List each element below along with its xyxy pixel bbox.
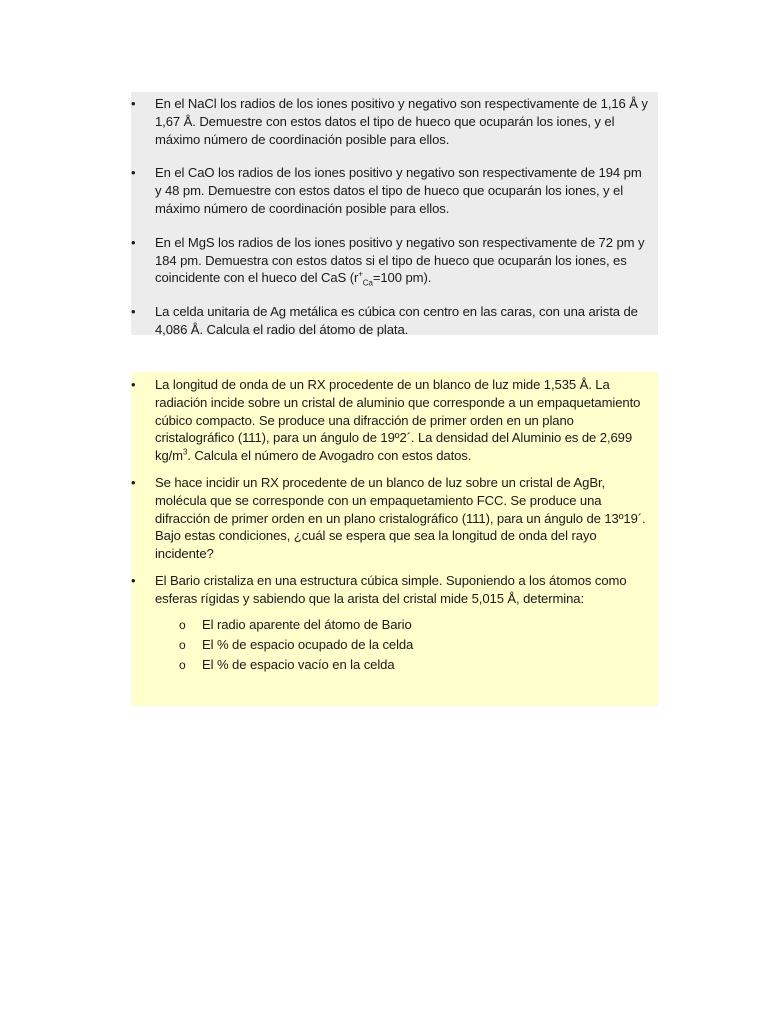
cation-symbol: Ca xyxy=(362,278,373,288)
exercise-mgs-text: En el MgS los radios de los iones positivo y negativo son respectivamente de 72 pm y 184 pm. Demuestra con estos datos si el tipo de hueco que ocuparán los iones, es coincidente con el hueco del CaS (r xyxy=(155,234,645,286)
bario-subitems xyxy=(155,615,650,675)
exercise-ag: • La celda unitaria de Ag metálica es cúbica con centro en las caras, con una arista de 4,086 Å. Calcula el radio del átomo de plata. xyxy=(131,303,658,339)
gray-exercise-block xyxy=(131,92,658,335)
exercise-aluminio-text: La longitud de onda de un RX procedente de un blanco de luz mide 1,535 Å. La radiación incide sobre un cristal de aluminio que corresponde a un empaquetamiento cúbico compacto. Se produce una difracción de primer orden en un plano cristalográfico (111), para un ángulo de 19º2´. La densidad del Aluminio es de 2,699 kg/m xyxy=(155,377,641,464)
exercise-aluminio xyxy=(131,376,658,465)
exercise-agbr: • Se hace incidir un RX procedente de un blanco de luz sobre un cristal de AgBr, molécula que se corresponde con un empaquetamiento FCC. Se produce una difracción de primer orden en un plano cristalográfico (111), para un ángulo de 13º19´. Bajo estas condiciones, ¿cuál se espera que sea la longitud de onda del rayo incidente? xyxy=(131,474,658,563)
subitem-ocupado: o El % de espacio ocupado de la celda xyxy=(155,635,650,655)
exercise-aluminio-end: . Calcula el número de Avogadro con estos datos. xyxy=(187,448,472,464)
cation-charge: + xyxy=(358,270,363,280)
exercise-list-gray xyxy=(131,92,658,339)
exercise-mgs-end: =100 pm). xyxy=(372,270,432,286)
yellow-exercise-block xyxy=(131,372,658,706)
subitem-radio: o El radio aparente del átomo de Bario xyxy=(155,615,650,635)
exercise-mgs xyxy=(131,234,658,287)
exercise-nacl: • En el NaCl los radios de los iones positivo y negativo son respectivamente de 1,16 Å y 1,67 Å. Demuestre con estos datos el tipo de hueco que ocuparán los iones, y el máximo número de coordinación posible para ellos. xyxy=(131,95,658,148)
exercise-bario-text: El Bario cristaliza en una estructura cúbica simple. Suponiendo a los átomos como esferas rígidas y sabiendo que la arista del cristal mide 5,015 Å, determina: xyxy=(155,572,627,606)
exercise-list-yellow xyxy=(131,372,658,675)
subitem-vacio: o El % de espacio vacío en la celda xyxy=(155,655,650,675)
exercise-cao: • En el CaO los radios de los iones positivo y negativo son respectivamente de 194 pm y 48 pm. Demuestre con estos datos el tipo de hueco que ocuparán los iones, y el máximo número de coordinación posible para ellos. xyxy=(131,164,658,217)
cubic-exponent: 3 xyxy=(182,447,188,457)
exercise-bario xyxy=(131,572,658,675)
